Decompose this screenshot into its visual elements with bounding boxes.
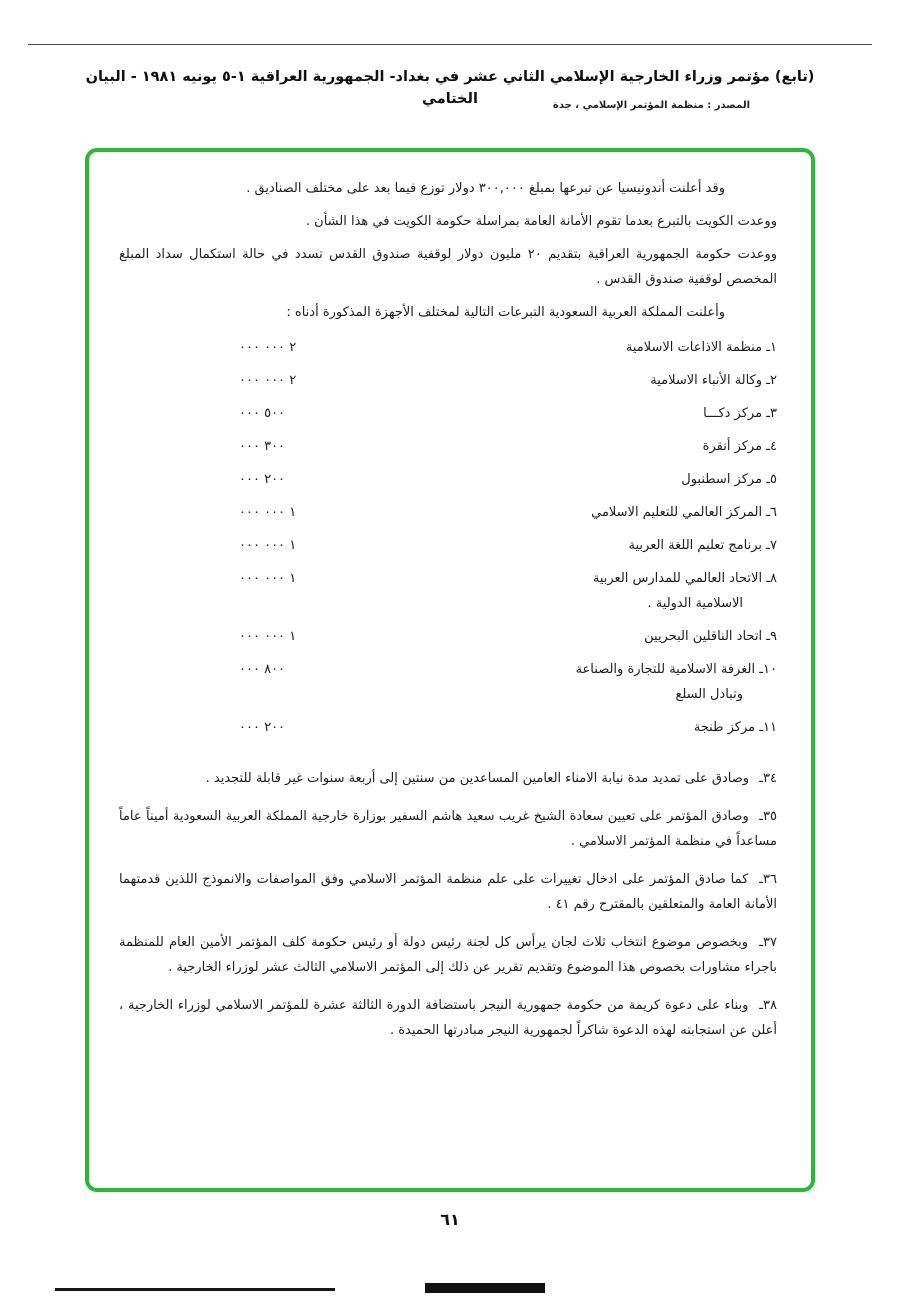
resolution-text: وبخصوص موضوع انتخاب ثلاث لجان يرأس كل لجنة رئيس دولة أو رئيس حكومة كلف المؤتمر الأمين العام للمنظمة باجراء مشاورات بخصوص هذا الموضوع وتقديم تقرير عن ذلك إلى المؤتمر الاسلامي الثالث عشر لوزراء الخارجية . [119,935,777,975]
intro-paragraph: وأعلنت المملكة العربية السعودية التبرعات التالية لمختلف الأجهزة المذكورة أدناه : [286,305,725,320]
donation-label-text: مركز دكـــا [703,406,763,421]
donation-number: ٧ـ [766,538,777,553]
resolution-number: ٣٤ـ [759,771,777,786]
donation-label [309,533,777,558]
donation-label-text: مركز أنقرة [702,439,763,454]
donation-row [119,500,777,525]
donation-label-text: الاتحاد العالمي للمدارس العربية [592,571,763,586]
donation-number: ٨ـ [766,571,777,586]
donation-row [119,657,777,707]
donation-label-continuation: الاسلامية الدولية . [647,596,743,611]
donation-label-text: اتحاد الناقلين البحريين [644,629,763,644]
intro-paragraph: وقد أعلنت أندونيسيا عن تبرعها بمبلغ ٣٠٠,٠٠٠ دولار توزع فيما بعد على مختلف الصناديق . [246,181,725,196]
donation-label-text: مركز اسطنبول [681,472,763,487]
donation-label-continuation: وتبادل السلع [675,687,743,702]
top-rule [28,44,872,45]
donation-list [119,335,777,740]
resolution-text: وبناء على دعوة كريمة من حكومة جمهورية النيجر باستضافة الدورة الثالثة عشرة للمؤتمر الاسلامي لوزراء الخارجية ، أعلن عن استجابته لهذه الدعوة شاكراً لجمهورية النيجر مبادرتها الحميدة . [119,998,777,1038]
donation-amount: ٢ ٠٠٠ ٠٠٠ [239,340,297,355]
donation-number: ١٠ـ [759,662,777,677]
page-number: ٦١ [440,1210,460,1229]
donation-label-text: مركز طنجة [693,720,756,735]
resolution-number: ٣٥ـ [759,809,777,824]
resolution-text: كما صادق المؤتمر على ادخال تغييرات على علم منظمة المؤتمر الاسلامي وفق المواصفات والانموذج اللذين قدمتهما الأمانة العامة والمتعلقين بالمقترح رقم ٤١ . [119,872,777,912]
green-content-frame [85,148,815,1192]
donation-row [119,715,777,740]
donation-amount: ٢٠٠ ٠٠٠ [239,472,286,487]
donation-label-text: منظمة الاذاعات الاسلامية [625,340,763,355]
donation-number: ٢ـ [766,373,777,388]
donation-label [309,368,777,393]
donation-row [119,368,777,393]
resolution-paragraphs [119,766,777,1043]
resolution-number: ٣٦ـ [759,872,777,887]
donation-number: ٩ـ [766,629,777,644]
resolution-text: وصادق على تمديد مدة نيابة الامناء العامين المساعدين من سنتين إلى أربعة سنوات غير قابلة للتجديد . [205,771,750,786]
donation-amount: ٥٠٠ ٠٠٠ [239,406,286,421]
donation-number: ٤ـ [766,439,777,454]
donation-row [119,624,777,649]
donation-label [309,715,777,740]
donation-label [309,401,777,426]
donation-number: ١ـ [766,340,777,355]
donation-label [309,500,777,525]
resolution-number: ٣٧ـ [759,935,777,950]
donation-amount: ١ ٠٠٠ ٠٠٠ [239,629,297,644]
scan-artifact-bar [425,1283,545,1293]
donation-amount: ١ ٠٠٠ ٠٠٠ [239,505,297,520]
donation-row [119,401,777,426]
donation-label-text: المركز العالمي للتعليم الاسلامي [591,505,763,520]
donation-row [119,467,777,492]
donation-number: ٦ـ [766,505,777,520]
resolution-number: ٣٨ـ [759,998,777,1013]
document-header-title: (تابع) مؤتمر وزراء الخارجية الإسلامي الثاني عشر في بغداد- الجمهورية العراقية ١-٥ يونيه ١٩٨١ - البيان الختامي [85,69,815,107]
donation-label [309,434,777,459]
donation-label [309,335,777,360]
donation-label [309,467,777,492]
donation-amount: ٢ ٠٠٠ ٠٠٠ [239,373,297,388]
resolution-paragraph [119,930,777,980]
resolution-paragraph [119,766,777,791]
donation-row [119,533,777,558]
scan-artifact-line [55,1288,335,1291]
donation-label-text: الغرفة الاسلامية للتجارة والصناعة [575,662,756,677]
intro-paragraph: ووعدت حكومة الجمهورية العراقية بتقديم ٢٠ مليون دولار لوقفية صندوق القدس تسدد في حالة استكمال سداد المبلغ المخصص لوقفية صندوق القدس . [119,247,778,287]
donation-amount: ٢٠٠ ٠٠٠ [239,720,286,735]
donation-label-text: وكالة الأنباء الاسلامية [650,373,763,388]
donation-number: ٣ـ [766,406,777,421]
donation-number: ١١ـ [759,720,777,735]
resolution-paragraph [119,867,777,917]
donation-amount: ٨٠٠ ٠٠٠ [239,662,286,677]
donation-row [119,434,777,459]
donation-amount: ٣٠٠ ٠٠٠ [239,439,286,454]
donation-number: ٥ـ [766,472,777,487]
donation-amount: ١ ٠٠٠ ٠٠٠ [239,571,297,586]
resolution-paragraph [119,804,777,854]
resolution-paragraph [119,993,777,1043]
resolution-text: وصادق المؤتمر على تعيين سعادة الشيخ غريب سعيد هاشم السفير بوزارة خارجية المملكة العربية السعودية أميناً عاماً مساعداً في منظمة المؤتمر الاسلامي . [119,809,777,849]
donation-label-text: برنامج تعليم اللغة العربية [628,538,763,553]
donation-label [309,624,777,649]
donation-label [309,566,777,616]
intro-paragraph: ووعدت الكويت بالتبرع بعدما تقوم الأمانة العامة بمراسلة حكومة الكويت في هذا الشأن . [305,214,777,229]
donation-row [119,566,777,616]
document-source-line: المصدر : منظمة المؤتمر الإسلامي ، جدة [552,100,750,111]
donation-row [119,335,777,360]
donation-amount: ١ ٠٠٠ ٠٠٠ [239,538,297,553]
donation-label [309,657,777,707]
